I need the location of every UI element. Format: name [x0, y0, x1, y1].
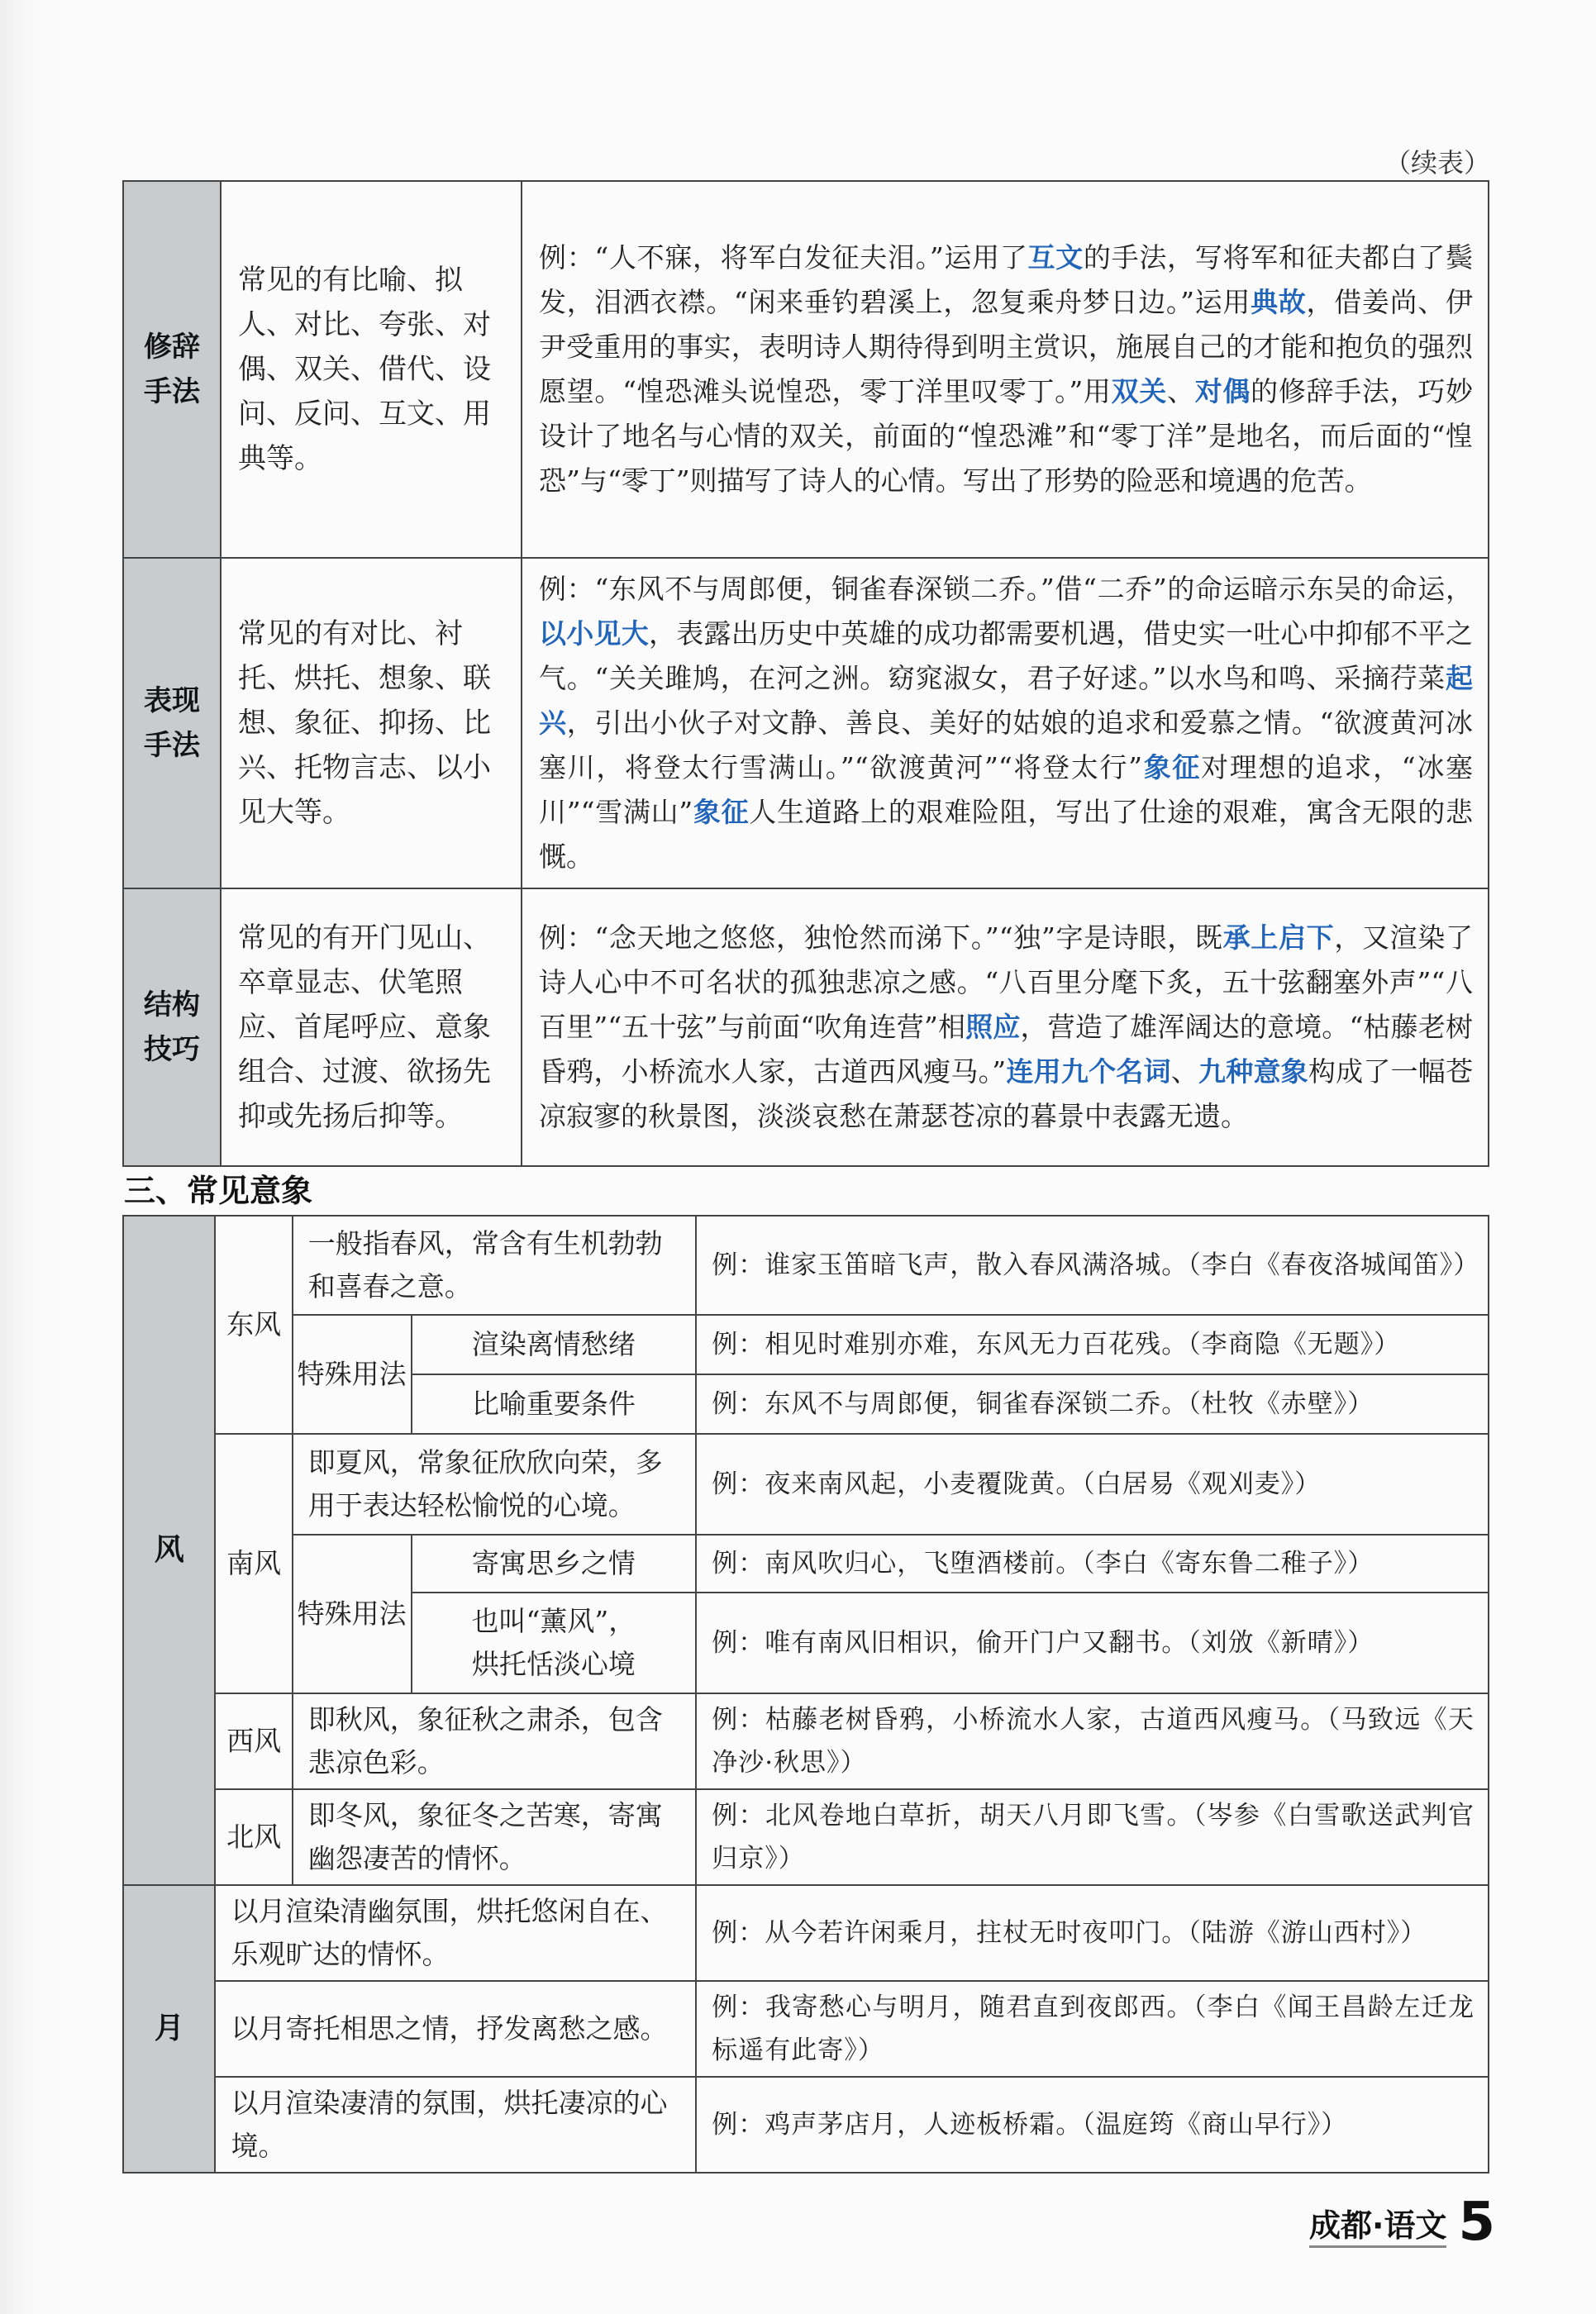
example-text: 构成了一幅苍凉寂寥的秋景图，淡淡哀愁在萧瑟苍凉的暮景中表露无遗。 [539, 1055, 1474, 1132]
page-footer [1309, 2192, 1495, 2253]
row-example [522, 181, 1489, 558]
table-row [123, 558, 1489, 888]
example-text: ，引出小伙子对文静、善良、美好的姑娘的追求和爱慕之情。“欲渡黄河冰塞川，将登太行雪满山。”“欲渡黄河”“将登太行” [539, 707, 1473, 783]
table-row [123, 888, 1489, 1166]
usage-condition: 也叫“薰风”， 烘托恬淡心境 [412, 1593, 697, 1693]
meaning-cell: 即冬风，象征冬之苦寒，寄寓幽怨凄苦的情怀。 [293, 1789, 696, 1885]
table-row [123, 1789, 1489, 1885]
highlight-term: 互文 [1027, 241, 1084, 274]
example-cell: 例：相见时难别亦难，东风无力百花残。（李商隐《无题》） [696, 1315, 1489, 1374]
example-text: 、 [1170, 1055, 1198, 1088]
subcategory-west-wind: 西风 [215, 1693, 292, 1789]
highlight-term: 双关 [1111, 375, 1168, 407]
category-moon: 月 [123, 1885, 215, 2173]
example-text: ，又渲染了诗人心中不可名状的孤独悲凉之感。“八百里分麾下炙，五十弦翻塞外声”“八百里”“五十弦”与前面“吹角连营”相 [539, 921, 1474, 1043]
usage-condition: 比喻重要条件 [412, 1374, 697, 1434]
section-title: 三、常见意象 [124, 1173, 313, 1209]
example-cell: 例：北风卷地白草折，胡天八月即飞雪。（岑参《白雪歌送武判官归京》） [696, 1789, 1489, 1885]
meaning-cell: 以月寄托相思之情，抒发离愁之感。 [215, 1981, 696, 2077]
table-row [123, 1434, 1489, 1535]
table-row [123, 1216, 1489, 1315]
usage-condition: 渲染离情愁绪 [412, 1315, 697, 1374]
meaning-cell: 以月渲染凄清的氛围，烘托凄凉的心境。 [215, 2077, 696, 2173]
continued-label: （续表） [1384, 147, 1490, 179]
meaning-cell: 一般指春风，常含有生机勃勃和喜春之意。 [293, 1216, 696, 1315]
example-text: 、 [1167, 375, 1195, 407]
example-cell: 例：唯有南风旧相识，偷开门户又翻书。（刘攽《新晴》） [696, 1593, 1489, 1693]
example-text: ，表露出历史中英雄的成功都需要机遇，借史实一吐心中抑郁不平之气。“关关雎鸠，在河之洲。窈窕淑女，君子好逑。”以水鸟和鸣、采摘荇菜 [539, 617, 1474, 694]
highlight-term: 典故 [1251, 286, 1307, 318]
table-row [123, 1981, 1489, 2077]
row-description: 常见的有比喻、拟人、对比、夸张、对偶、双关、借代、设问、反问、互文、用典等。 [221, 181, 522, 558]
example-cell: 例：夜来南风起，小麦覆陇黄。（白居易《观刈麦》） [696, 1434, 1489, 1535]
category-wind: 风 [123, 1216, 215, 1885]
table-row [123, 181, 1489, 558]
example-text: 例：“念天地之悠悠，独怆然而涕下。”“独”字是诗眼，既 [539, 921, 1223, 954]
example-text: 人生道路上的艰难险阻，写出了仕途的艰难，寓含无限的悲慨。 [539, 796, 1473, 873]
highlight-term: 承上启下 [1222, 921, 1335, 954]
highlight-term: 象征 [693, 796, 750, 828]
highlight-term: 九种意象 [1198, 1055, 1308, 1088]
highlight-term: 对偶 [1194, 375, 1251, 407]
highlight-term: 照应 [965, 1011, 1021, 1043]
techniques-table [122, 180, 1489, 1167]
row-example [522, 558, 1489, 888]
meaning-cell: 即夏风，常象征欣欣向荣，多用于表达轻松愉悦的心境。 [293, 1434, 696, 1535]
special-usage-label: 特殊用法 [293, 1535, 412, 1693]
table-row [123, 1315, 1489, 1374]
highlight-term: 起兴 [539, 662, 1473, 739]
example-text: 例：“东风不与周郎便，铜雀春深锁二乔。”借“二乔”的命运暗示东吴的命运， [539, 573, 1473, 605]
page-number: 5 [1458, 2192, 1495, 2253]
example-cell: 例：南风吹归心，飞堕酒楼前。（李白《寄东鲁二稚子》） [696, 1535, 1489, 1593]
example-text: ，营造了雄浑阔达的意境。“枯藤老树昏鸦，小桥流水人家，古道西风瘦马。” [539, 1011, 1474, 1088]
row-label: 结构 技巧 [123, 888, 221, 1166]
row-description: 常见的有对比、衬托、烘托、想象、联想、象征、抑扬、比兴、托物言志、以小见大等。 [221, 558, 522, 888]
subcategory-north-wind: 北风 [215, 1789, 292, 1885]
example-cell: 例：鸡声茅店月，人迹板桥霜。（温庭筠《商山早行》） [696, 2077, 1489, 2173]
example-text: 的手法，写将军和征夫都白了鬓发，泪洒衣襟。“闲来垂钓碧溪上，忽复乘舟梦日边。”运用 [539, 241, 1474, 318]
table-row [123, 1693, 1489, 1789]
example-cell: 例：东风不与周郎便，铜雀春深锁二乔。（杜牧《赤壁》） [696, 1374, 1489, 1434]
row-example [522, 888, 1489, 1166]
special-usage-label: 特殊用法 [293, 1315, 412, 1434]
imagery-table [122, 1215, 1489, 2174]
example-cell: 例：谁家玉笛暗飞声，散入春风满洛城。（李白《春夜洛城闻笛》） [696, 1216, 1489, 1315]
example-cell: 例：我寄愁心与明月，随君直到夜郎西。（李白《闻王昌龄左迁龙标遥有此寄》） [696, 1981, 1489, 2077]
footer-title: 成都·语文 [1309, 2207, 1446, 2248]
example-text: 对理想的追求，“冰塞川”“雪满山” [539, 751, 1474, 828]
meaning-cell: 即秋风，象征秋之肃杀，包含悲凉色彩。 [293, 1693, 696, 1789]
meaning-cell: 以月渲染清幽氛围，烘托悠闲自在、乐观旷达的情怀。 [215, 1885, 696, 1981]
row-label: 修辞 手法 [123, 181, 221, 558]
row-description: 常见的有开门见山、卒章显志、伏笔照应、首尾呼应、意象组合、过渡、欲扬先抑或先扬后抑等。 [221, 888, 522, 1166]
row-label: 表现 手法 [123, 558, 221, 888]
table-row [123, 1535, 1489, 1593]
subcategory-east-wind: 东风 [215, 1216, 292, 1434]
example-cell: 例：枯藤老树昏鸦，小桥流水人家，古道西风瘦马。（马致远《天净沙·秋思》） [696, 1693, 1489, 1789]
highlight-term: 象征 [1142, 751, 1202, 783]
highlight-term: 连用九个名词 [1006, 1055, 1171, 1088]
table-row [123, 2077, 1489, 2173]
highlight-term: 以小见大 [539, 617, 649, 650]
example-text: ，借姜尚、伊尹受重用的事实，表明诗人期待得到明主赏识，施展自己的才能和抱负的强烈愿望。“惶恐滩头说惶恐，零丁洋里叹零丁。”用 [539, 286, 1474, 407]
example-text: 例：“人不寐，将军白发征夫泪。”运用了 [539, 241, 1028, 274]
usage-condition: 寄寓思乡之情 [412, 1535, 697, 1593]
example-text: 的修辞手法，巧妙设计了地名与心情的双关，前面的“惶恐滩”和“零丁洋”是地名，而后面的“惶恐”与“零丁”则描写了诗人的心情。写出了形势的险恶和境遇的危苦。 [539, 375, 1474, 497]
table-row [123, 1885, 1489, 1981]
example-cell: 例：从今若许闲乘月，拄杖无时夜叩门。（陆游《游山西村》） [696, 1885, 1489, 1981]
subcategory-south-wind: 南风 [215, 1434, 292, 1693]
